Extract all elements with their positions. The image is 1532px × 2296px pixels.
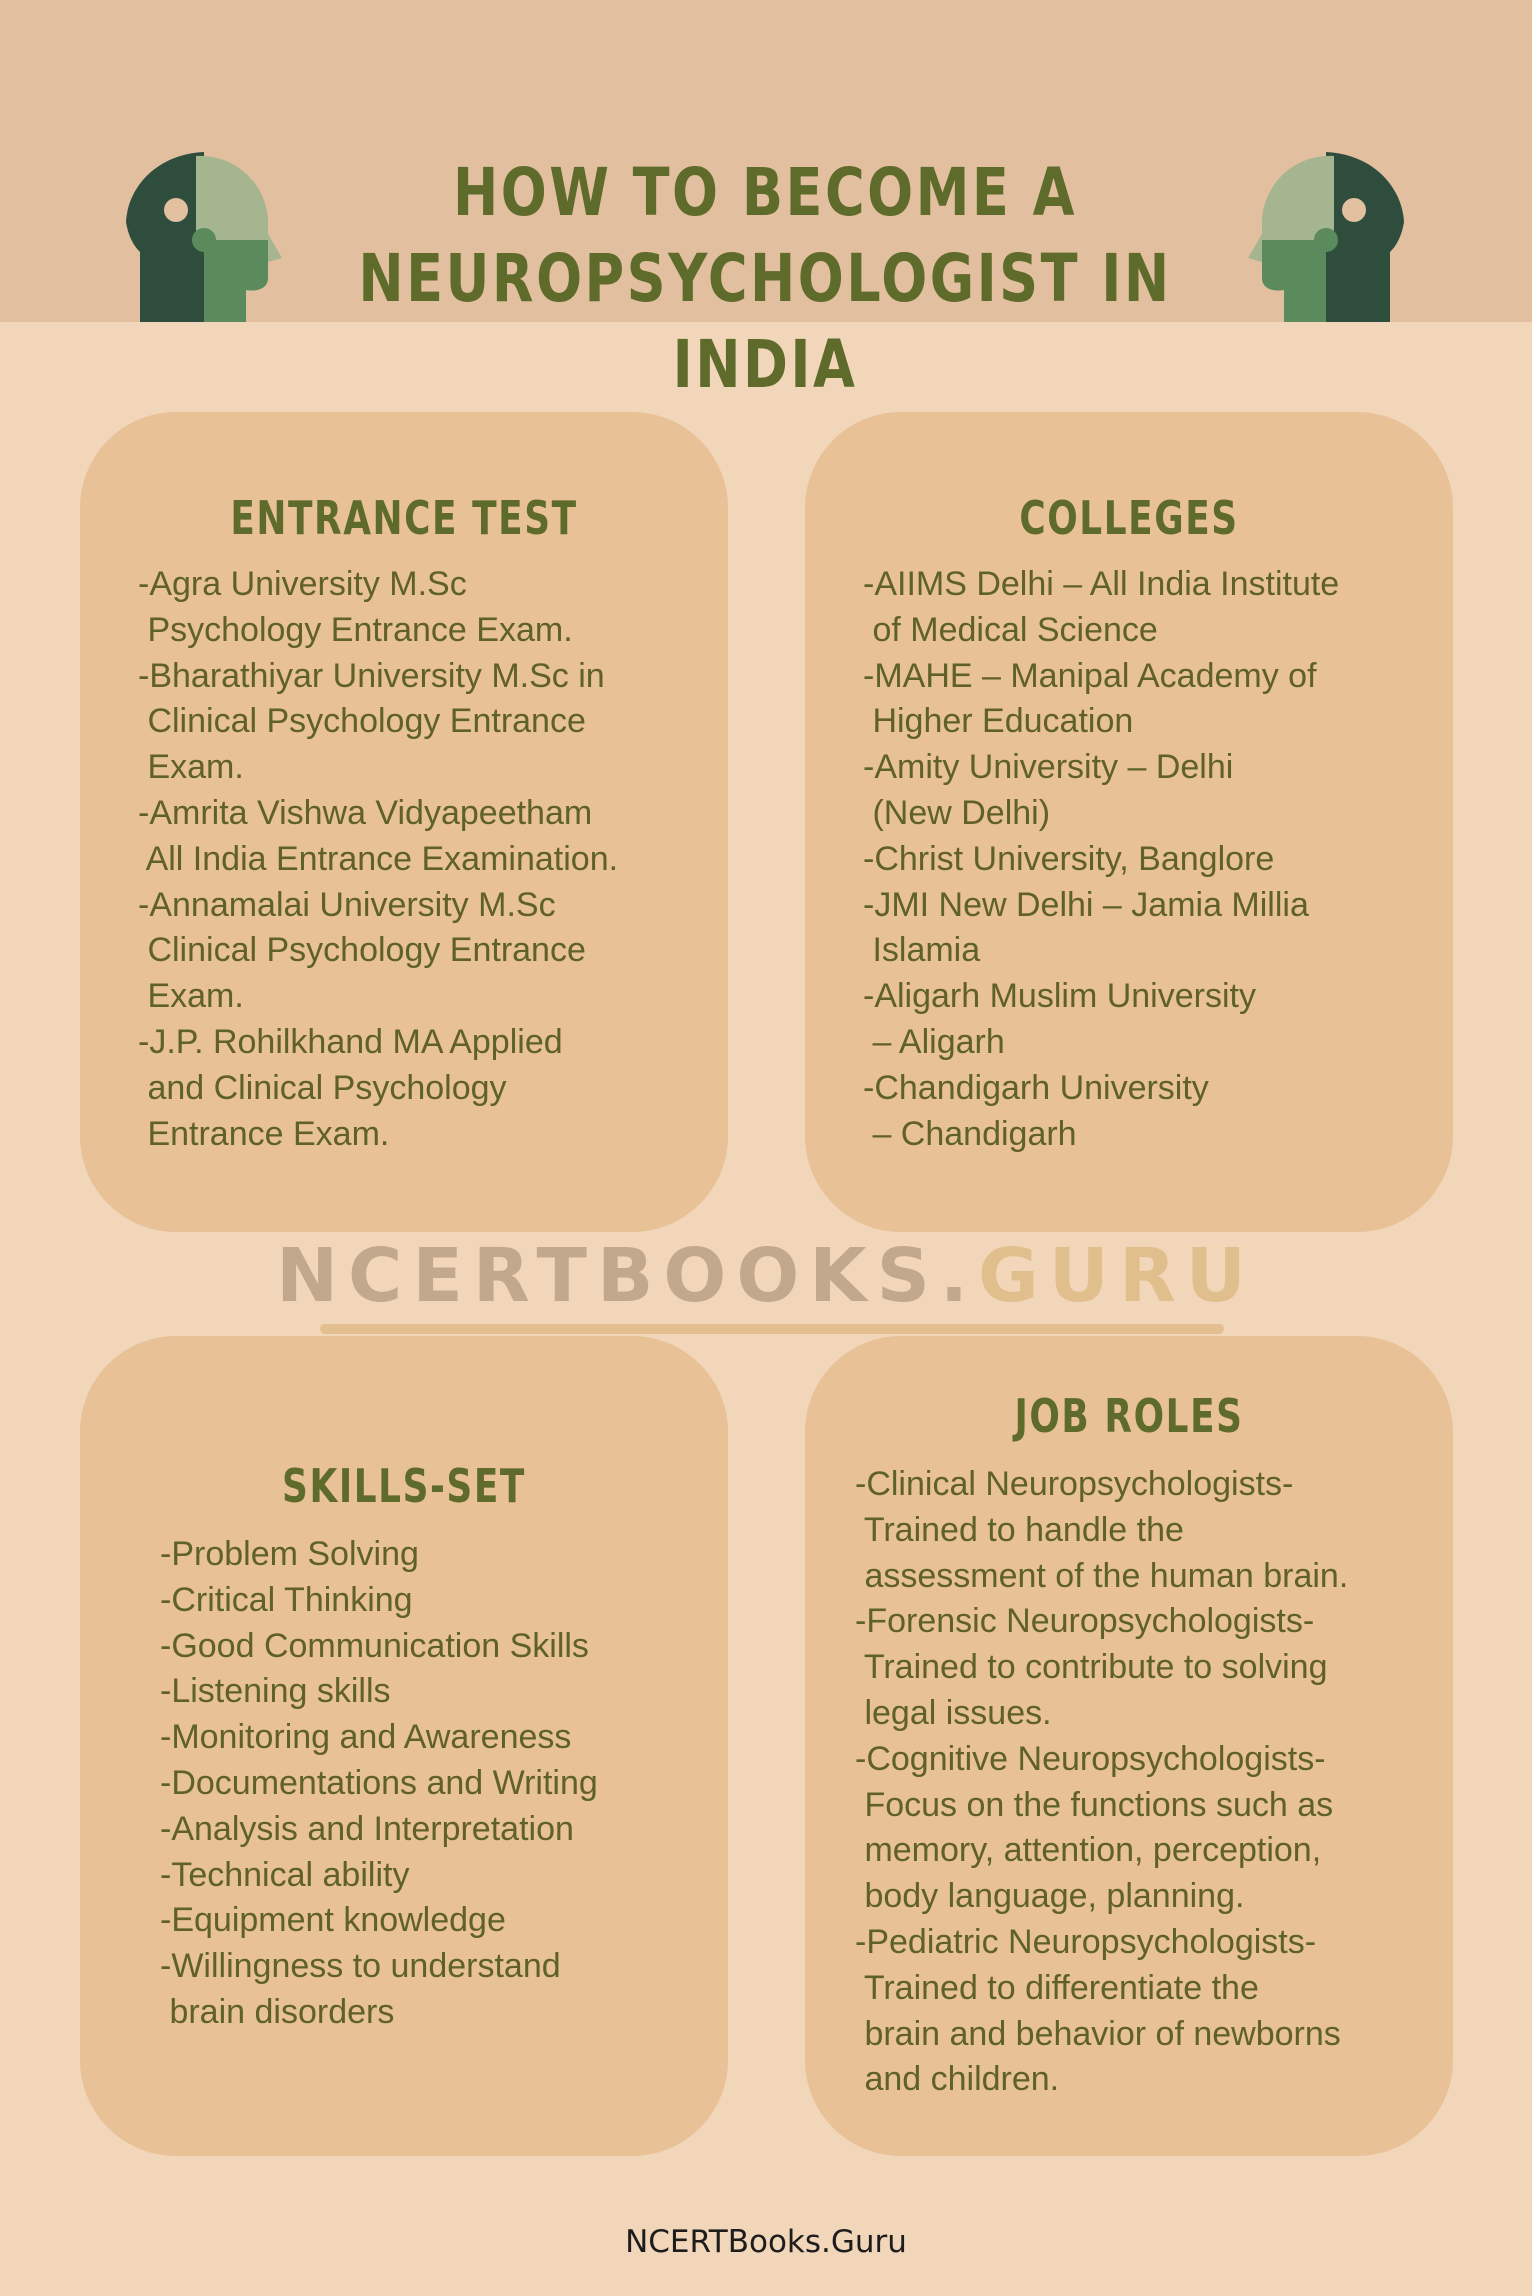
- list-item: – Aligarh: [863, 1022, 1005, 1061]
- list-item: -Amity University – Delhi: [863, 748, 1234, 787]
- list-item: -Bharathiyar University M.Sc in: [138, 656, 605, 695]
- list-item: -Documentations and Writing: [160, 1763, 598, 1802]
- title-line-1: HOW TO BECOME A: [452, 154, 1077, 231]
- list-item: -Clinical Neuropsychologists-: [855, 1465, 1294, 1503]
- header-band: [0, 0, 1532, 403]
- watermark-accent: GURU: [978, 1233, 1256, 1319]
- job-roles-card: [805, 1336, 1453, 2156]
- list-item: Focus on the functions such as: [855, 1785, 1334, 1824]
- list-item: assessment of the human brain.: [855, 1556, 1349, 1595]
- list-item: -AIIMS Delhi – All India Institute: [863, 565, 1340, 603]
- list-item: All India Entrance Examination.: [138, 839, 619, 878]
- list-item: Psychology Entrance Exam.: [138, 610, 573, 649]
- skills-set-heading: SKILLS-SET: [282, 1459, 526, 1513]
- skills-set-card: [80, 1336, 728, 2156]
- list-item: Trained to contribute to solving: [855, 1648, 1328, 1687]
- list-item: -Monitoring and Awareness: [160, 1718, 572, 1757]
- list-item: -Forensic Neuropsychologists-: [855, 1602, 1315, 1641]
- list-item: brain disorders: [160, 1992, 395, 2031]
- list-item: Clinical Psychology Entrance: [138, 931, 586, 970]
- page-title: [343, 150, 1188, 408]
- list-item: -Annamalai University M.Sc: [138, 885, 556, 924]
- list-item: -Willingness to understand: [160, 1947, 561, 1986]
- job-roles-heading: JOB ROLES: [1014, 1389, 1244, 1443]
- watermark-main: NCERTBOOKS.: [276, 1233, 978, 1319]
- entrance-test-heading: ENTRANCE TEST: [230, 491, 578, 545]
- list-item: of Medical Science: [863, 610, 1158, 649]
- list-item: body language, planning.: [855, 1877, 1245, 1916]
- job-roles-list: [855, 1462, 1348, 2103]
- list-item: – Chandigarh: [863, 1114, 1077, 1153]
- list-item: and children.: [855, 2060, 1060, 2099]
- list-item: (New Delhi): [863, 793, 1051, 832]
- list-item: Exam.: [138, 977, 244, 1016]
- list-item: -Analysis and Interpretation: [160, 1809, 574, 1848]
- list-item: -Listening skills: [160, 1672, 391, 1711]
- list-item: -Good Communication Skills: [160, 1626, 589, 1665]
- puzzle-head-icon: [118, 150, 288, 322]
- list-item: Clinical Psychology Entrance: [138, 702, 586, 741]
- list-item: Higher Education: [863, 702, 1134, 741]
- list-item: legal issues.: [855, 1693, 1052, 1732]
- list-item: -Christ University, Banglore: [863, 839, 1275, 878]
- list-item: memory, attention, perception,: [855, 1831, 1322, 1870]
- list-item: -JMI New Delhi – Jamia Millia: [863, 885, 1309, 924]
- puzzle-head-icon: [1242, 150, 1412, 322]
- list-item: -Problem Solving: [160, 1535, 419, 1573]
- colleges-card: [805, 412, 1453, 1232]
- list-item: -J.P. Rohilkhand MA Applied: [138, 1022, 563, 1061]
- list-item: -Equipment knowledge: [160, 1901, 506, 1940]
- entrance-test-list: [138, 562, 618, 1157]
- list-item: Exam.: [138, 748, 244, 787]
- list-item: Trained to handle the: [855, 1510, 1184, 1549]
- list-item: -Chandigarh University: [863, 1068, 1209, 1107]
- list-item: Trained to differentiate the: [855, 1968, 1259, 2007]
- list-item: -MAHE – Manipal Academy of: [863, 656, 1317, 695]
- list-item: and Clinical Psychology: [138, 1068, 507, 1107]
- list-item: -Aligarh Muslim University: [863, 977, 1256, 1016]
- skills-set-list: [160, 1532, 598, 2036]
- footer-site-name: NCERTBooks.Guru: [625, 2224, 907, 2260]
- entrance-test-card: [80, 412, 728, 1232]
- list-item: Entrance Exam.: [138, 1114, 390, 1153]
- list-item: -Agra University M.Sc: [138, 565, 467, 603]
- list-item: -Pediatric Neuropsychologists-: [855, 1922, 1317, 1961]
- colleges-list: [863, 562, 1339, 1157]
- watermark-underline: [320, 1324, 1224, 1334]
- list-item: brain and behavior of newborns: [855, 2014, 1341, 2053]
- list-item: -Technical ability: [160, 1855, 410, 1894]
- list-item: Islamia: [863, 931, 981, 970]
- list-item: -Amrita Vishwa Vidyapeetham: [138, 793, 593, 832]
- title-line-2: NEUROPSYCHOLOGIST IN INDIA: [358, 240, 1172, 403]
- watermark: [0, 1234, 1532, 1318]
- colleges-heading: COLLEGES: [1019, 491, 1239, 545]
- list-item: -Critical Thinking: [160, 1580, 413, 1619]
- list-item: -Cognitive Neuropsychologists-: [855, 1739, 1326, 1778]
